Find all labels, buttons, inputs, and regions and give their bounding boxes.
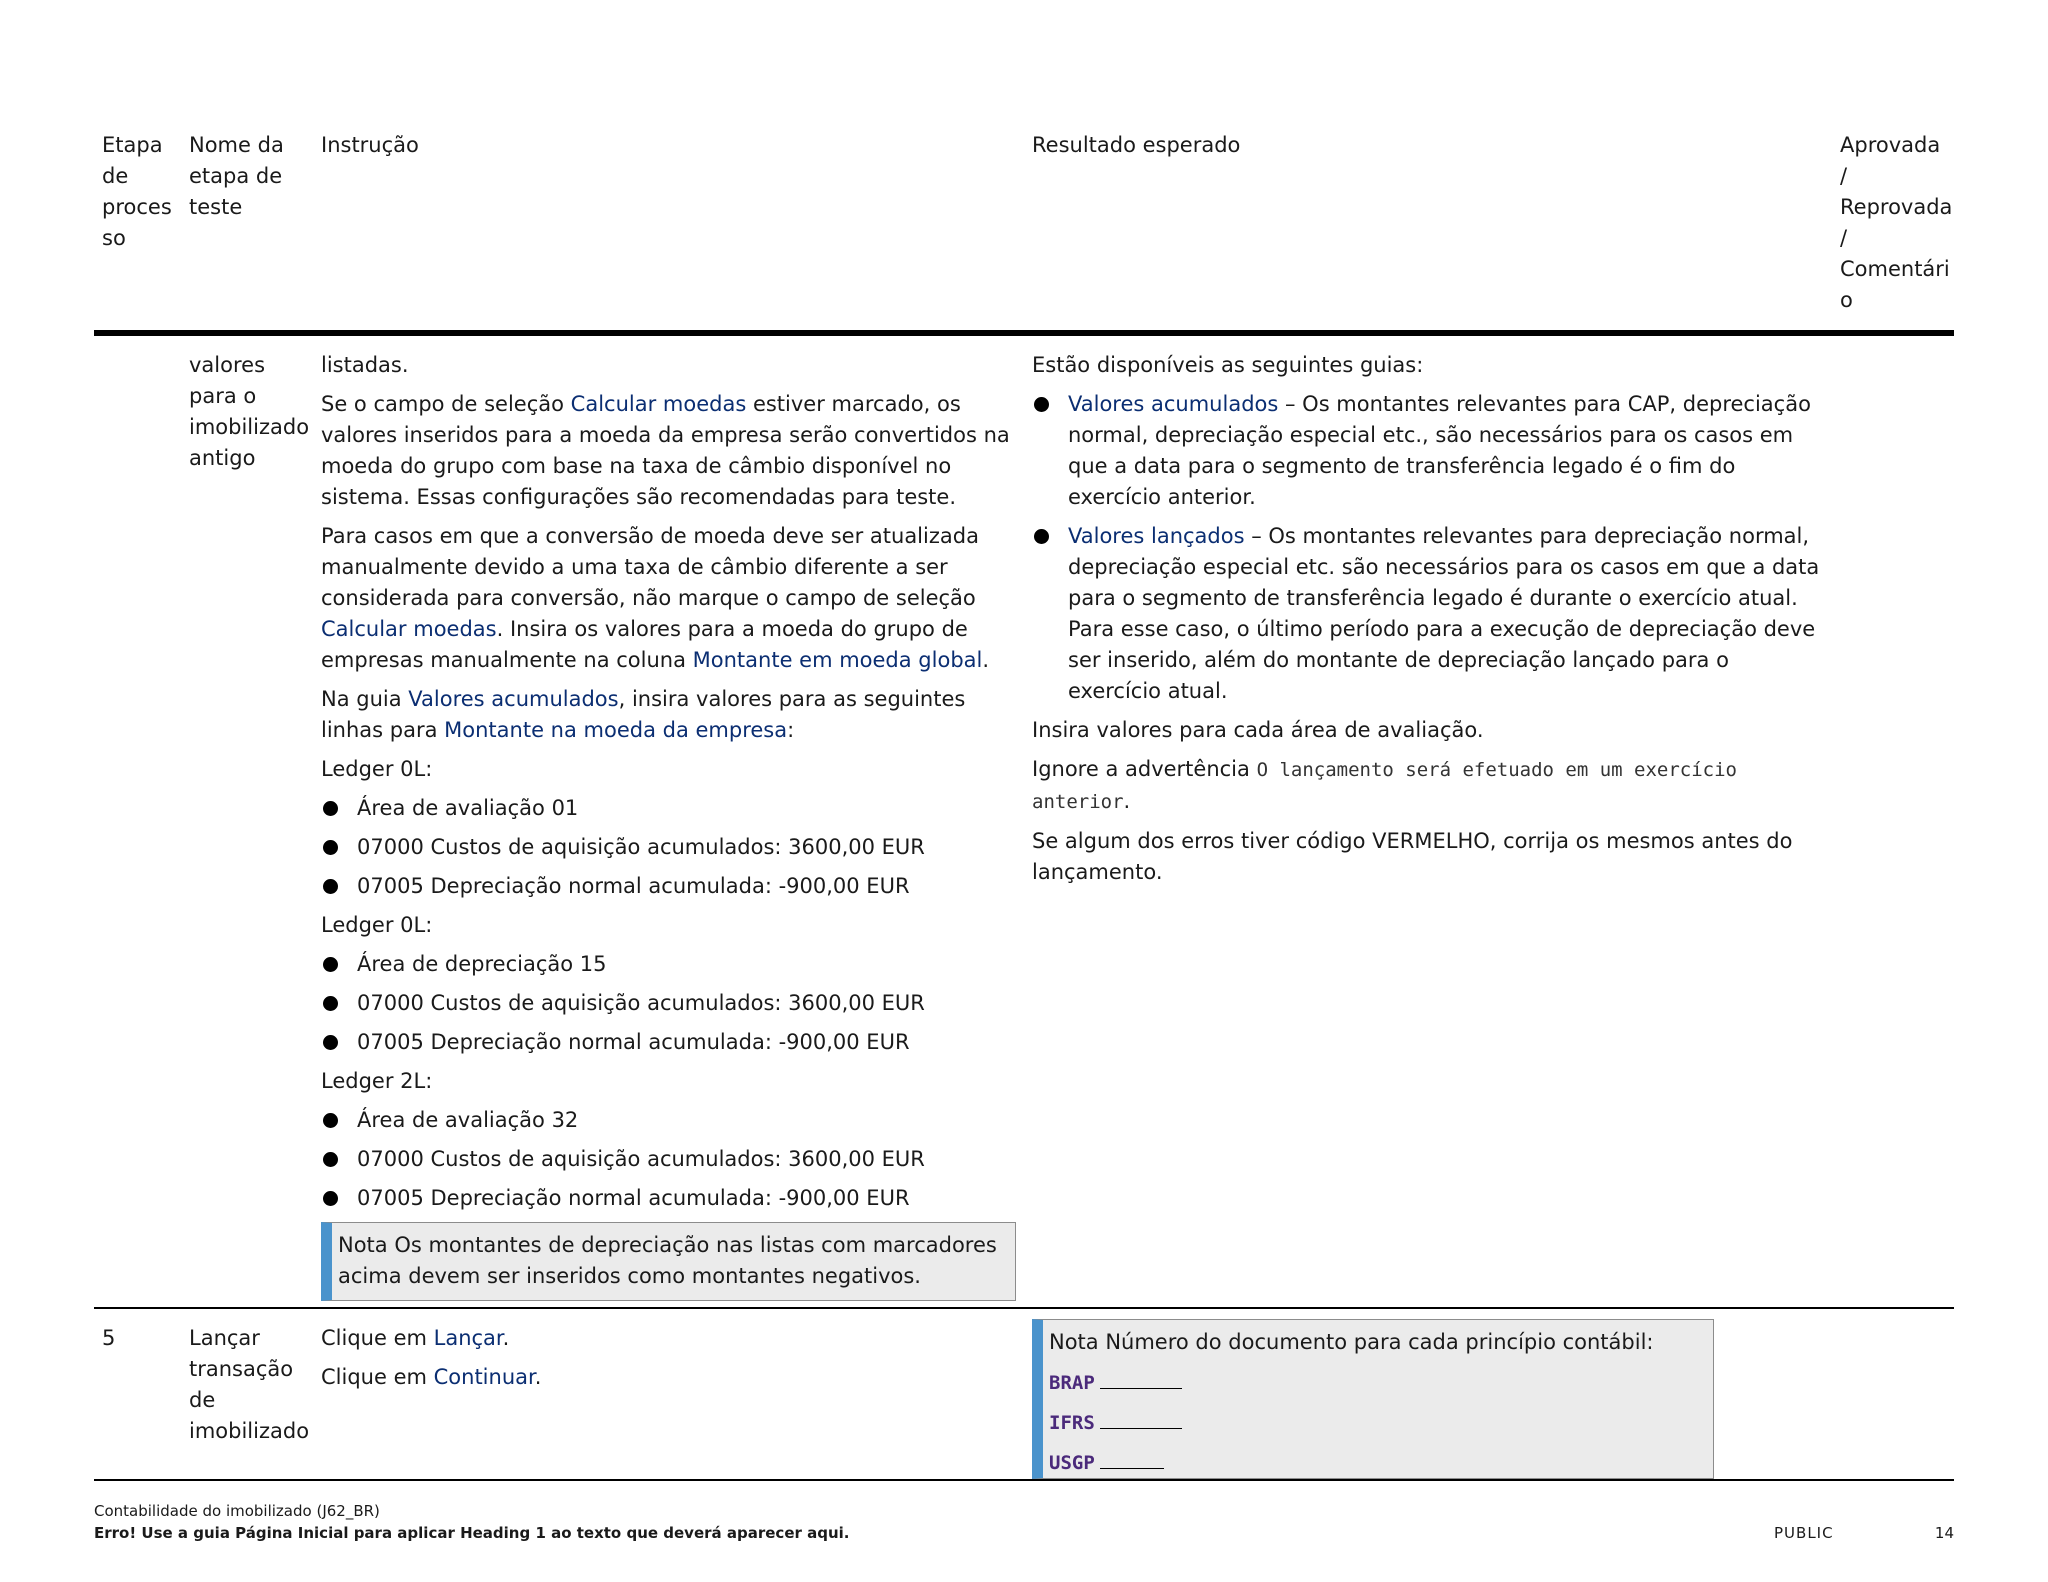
- instr-para: listadas.: [321, 353, 409, 377]
- text: .: [1123, 789, 1131, 813]
- link-calcular-moedas[interactable]: Calcular moedas: [321, 617, 497, 641]
- text: .: [534, 1365, 542, 1389]
- ledger-title: Ledger 2L:: [321, 1069, 433, 1093]
- footer-classification: PUBLIC: [1774, 1524, 1834, 1542]
- list-item: [321, 949, 1016, 980]
- link-montante-moeda-global[interactable]: Montante em moeda global: [692, 648, 983, 672]
- table-row: [94, 333, 1954, 1308]
- cell-instrucao: [313, 1308, 1024, 1480]
- bullet-icon: [323, 957, 338, 972]
- cell-nome: Lançar transação de imobilizado: [181, 1308, 313, 1480]
- list-item-text: Área de avaliação 32: [357, 1108, 579, 1132]
- instr-para: [321, 1323, 1016, 1354]
- list-item-text: 07000 Custos de aquisição acumulados: 3600,00 EUR: [357, 835, 925, 859]
- list-item: [1032, 389, 1824, 513]
- header-nome: Nome da etapa de teste: [181, 128, 313, 333]
- blank-line: [1100, 1368, 1182, 1389]
- ledger-title: Ledger 0L:: [321, 913, 433, 937]
- text: . Insira os valores para a moeda do grupo de empresas manualmente na coluna: [321, 617, 968, 672]
- list-item-text: Área de depreciação 15: [357, 952, 607, 976]
- table-row: [94, 1308, 1954, 1480]
- list-item: [321, 1183, 1016, 1214]
- list-item-text: – Os montantes relevantes para CAP, depreciação normal, depreciação especial etc., são necessários para os casos em que a data para o segmento de transferência legado é o fim do exercício anterior.: [1068, 392, 1811, 509]
- header-instrucao: Instrução: [313, 128, 1024, 333]
- header-aprovada: Aprovada / Reprovada / Comentári o: [1832, 128, 1954, 333]
- footer-error-text: Erro! Use a guia Página Inicial para aplicar Heading 1 ao texto que deverá aparecer aqui.: [94, 1524, 850, 1542]
- ledger-title: Ledger 0L:: [321, 757, 433, 781]
- bullet-icon: [1034, 397, 1049, 412]
- cell-etapa: [94, 333, 181, 1308]
- bullet-icon: [323, 1035, 338, 1050]
- link-calcular-moedas[interactable]: Calcular moedas: [570, 392, 747, 416]
- list-item-text: 07000 Custos de aquisição acumulados: 3600,00 EUR: [357, 991, 925, 1015]
- header-etapa: Etapa de proces so: [94, 128, 181, 333]
- instr-para: [321, 389, 1016, 513]
- list-item: [321, 1027, 1016, 1058]
- link-continuar[interactable]: Continuar: [433, 1365, 535, 1389]
- document-page: [94, 0, 1954, 1481]
- doc-number-row: [1049, 1367, 1709, 1398]
- cell-instrucao: [313, 333, 1024, 1308]
- result-para: Insira valores para cada área de avaliação.: [1032, 718, 1484, 742]
- link-montante-moeda-empresa[interactable]: Montante na moeda da empresa: [444, 718, 788, 742]
- list-item-text: 07005 Depreciação normal acumulada: -900,00 EUR: [357, 1186, 910, 1210]
- list-item: [321, 793, 1016, 824]
- bullet-icon: [323, 801, 338, 816]
- doc-number-row: [1049, 1447, 1709, 1478]
- code-brap: BRAP: [1049, 1372, 1095, 1394]
- cell-resultado: [1024, 333, 1832, 1308]
- text: .: [982, 648, 990, 672]
- text: Na guia: [321, 687, 409, 711]
- instr-para: [321, 1362, 1016, 1393]
- bullet-icon: [323, 1113, 338, 1128]
- result-para: [1032, 754, 1824, 818]
- test-steps-table: [94, 128, 1954, 1481]
- doc-number-row: [1049, 1407, 1709, 1438]
- bullet-list: [1032, 389, 1824, 707]
- cell-nome: valores para o imobilizado antigo: [189, 353, 310, 470]
- note-text: Nota Número do documento para cada princípio contábil:: [1049, 1330, 1654, 1354]
- blank-line: [1100, 1408, 1182, 1429]
- link-lancar[interactable]: Lançar: [433, 1326, 503, 1350]
- text: Para casos em que a conversão de moeda deve ser atualizada manualmente devido a uma taxa de câmbio diferente a ser considerada para conversão, não marque o campo de seleção: [321, 524, 979, 610]
- text: , insira valores para as seguintes linhas para: [321, 687, 966, 742]
- bullet-list: [321, 1105, 1016, 1214]
- bullet-icon: [323, 840, 338, 855]
- text: .: [502, 1326, 510, 1350]
- instr-para: [321, 521, 1016, 676]
- bullet-icon: [1034, 529, 1049, 544]
- link-valores-lancados[interactable]: Valores lançados: [1068, 524, 1245, 548]
- list-item: [321, 871, 1016, 902]
- bullet-icon: [323, 879, 338, 894]
- list-item: [321, 832, 1016, 863]
- cell-resultado: [1024, 1308, 1832, 1480]
- list-item: [1032, 521, 1824, 707]
- bullet-list: [321, 949, 1016, 1058]
- result-para: Estão disponíveis as seguintes guias:: [1032, 353, 1424, 377]
- list-item-text: 07005 Depreciação normal acumulada: -900,00 EUR: [357, 1030, 910, 1054]
- page-footer: [94, 1500, 1954, 1544]
- blank-line: [1100, 1448, 1164, 1469]
- list-item-text: 07005 Depreciação normal acumulada: -900,00 EUR: [357, 874, 910, 898]
- text: :: [787, 718, 795, 742]
- text: Clique em: [321, 1365, 434, 1389]
- table-header-row: [94, 128, 1954, 333]
- list-item-text: 07000 Custos de aquisição acumulados: 3600,00 EUR: [357, 1147, 925, 1171]
- instr-para: [321, 684, 1016, 746]
- code-ifrs: IFRS: [1049, 1412, 1095, 1434]
- bullet-icon: [323, 1152, 338, 1167]
- text: Se o campo de seleção: [321, 392, 571, 416]
- link-valores-acumulados[interactable]: Valores acumulados: [408, 687, 619, 711]
- header-resultado: Resultado esperado: [1024, 128, 1832, 333]
- list-item-text: Área de avaliação 01: [357, 796, 579, 820]
- note-box: [1032, 1319, 1714, 1479]
- cell-aprovada: [1832, 333, 1954, 1308]
- footer-doc-title: Contabilidade do imobilizado (J62_BR): [94, 1502, 380, 1520]
- list-item: [321, 1144, 1016, 1175]
- note-text: Nota Os montantes de depreciação nas listas com marcadores acima devem ser inseridos como montantes negativos.: [338, 1233, 997, 1288]
- cell-etapa: 5: [94, 1308, 181, 1480]
- list-item-text: – Os montantes relevantes para depreciação normal, depreciação especial etc. são necessários para os casos em que a data para o segmento de transferência legado é durante o exercício atual. Para esse caso, o último período para a execução de depreciação deve ser inserido, além do montante de depreciação lançado para o exercício atual.: [1068, 524, 1820, 703]
- note-box: [321, 1222, 1016, 1301]
- link-valores-acumulados[interactable]: Valores acumulados: [1068, 392, 1279, 416]
- bullet-icon: [323, 996, 338, 1011]
- cell-aprovada: [1832, 1308, 1954, 1480]
- text: Ignore a advertência: [1032, 757, 1257, 781]
- text: estiver marcado, os valores inseridos para a moeda da empresa serão convertidos na moeda do grupo com base na taxa de câmbio disponível no sistema. Essas configurações são recomendadas para teste.: [321, 392, 1010, 509]
- bullet-icon: [323, 1191, 338, 1206]
- list-item: [321, 988, 1016, 1019]
- footer-page-number: 14: [1934, 1524, 1954, 1542]
- text: Clique em: [321, 1326, 434, 1350]
- bullet-list: [321, 793, 1016, 902]
- warning-message: O lançamento será efetuado em um exercício anterior: [1032, 759, 1737, 813]
- list-item: [321, 1105, 1016, 1136]
- result-para: Se algum dos erros tiver código VERMELHO, corrija os mesmos antes do lançamento.: [1032, 829, 1793, 884]
- code-usgp: USGP: [1049, 1452, 1095, 1474]
